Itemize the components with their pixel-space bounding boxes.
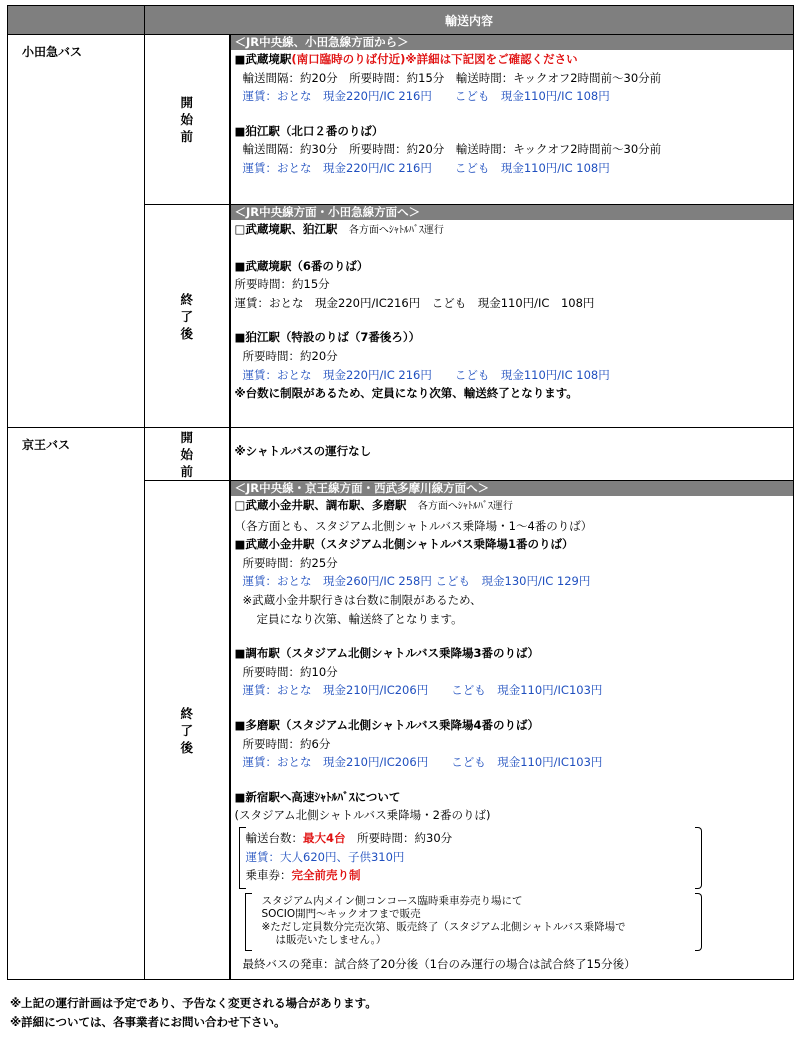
header-title: 輸送内容	[145, 6, 794, 35]
header-blank	[8, 6, 145, 35]
keio-shinjuku-detail-box	[239, 827, 698, 889]
keio-after-content	[230, 481, 794, 980]
company-keio: 京王バス	[8, 428, 145, 980]
odakyu-after-route: □武蔵境駅、狛江駅 各方面へｼｬﾄﾙﾊﾞｽ運行	[234, 222, 444, 236]
odakyu-after-komae-time: 所要時間：約20分	[242, 348, 338, 363]
keio-koganei-note1: ※武蔵小金井駅行きは台数に制限があるため、	[242, 592, 482, 607]
keio-tama-fare: 運賃：おとな 現金210円/IC206円 こども 現金110円/IC103円	[242, 755, 603, 770]
ph4-vertical-label: 終 了 後	[180, 705, 193, 755]
keio-koganei-fare: 運賃：おとな 現金260円/IC 258円 こども 現金130円/IC 129円	[242, 574, 591, 589]
odakyu-musashisakai-title: ■武蔵境駅(南口臨時のりば付近)※詳細は下記図をご確認ください	[234, 52, 578, 66]
keio-before-text: ※シャトルバスの運行なし	[234, 443, 372, 458]
ph2-vertical-label: 終 了 後	[180, 291, 193, 341]
keio-koganei-time: 所要時間：約25分	[242, 555, 338, 570]
keio-after-route: □武蔵小金井駅、調布駅、多磨駅 各方面へｼｬﾄﾙﾊﾞｽ運行	[234, 498, 513, 512]
odakyu-after-content	[230, 205, 794, 428]
phase-odakyu-after	[145, 205, 230, 428]
keio-after-route-note: （各方面とも、スタジアム北側シャトルバス乗降場・1～4番のりば）	[234, 518, 593, 533]
odakyu-musashisakai-interval: 輸送間隔：約20分 所要時間：約15分 輸送時間：キックオフ2時間前～30分前	[242, 70, 662, 85]
keio-shinjuku-fare: 運賃：大人620円、子供310円	[245, 849, 405, 864]
keio-shinjuku-count: 輸送台数：最大4台 所要時間：約30分	[245, 830, 453, 845]
odakyu-after-musashisakai-time: 所要時間：約15分	[234, 277, 330, 292]
keio-tama-time: 所要時間：約6分	[242, 736, 331, 751]
phase-keio-after	[145, 481, 230, 980]
keio-before-row	[8, 428, 794, 481]
odakyu-before-content	[230, 35, 794, 205]
footer-notes	[10, 994, 377, 1032]
odakyu-after-musashisakai-title: ■武蔵境駅（6番のりば）	[234, 258, 369, 273]
keio-sale-line1: スタジアム内メイン側コンコース臨時乗車券売り場にて	[261, 894, 523, 907]
keio-shinjuku-sale-box	[245, 893, 698, 951]
keio-shinjuku-ticket: 乗車券：完全前売り制	[245, 868, 361, 883]
table-header-row	[8, 6, 794, 35]
keio-sale-line4: は販売いたしません。）	[275, 933, 387, 946]
odakyu-after-komae-title: ■狛江駅（特設のりば（7番後ろ））	[234, 330, 421, 345]
keio-sale-line3: ※ただし定員数分完売次第、販売終了（スタジアム北側シャトルバス乗降場で	[261, 920, 626, 933]
company-odakyu: 小田急バス	[8, 35, 145, 428]
ph1-vertical-label: 開 始 前	[180, 95, 193, 144]
footer-note-1: ※上記の運行計画は予定であり、予告なく変更される場合があります。	[10, 996, 377, 1010]
odakyu-komae-title: ■狛江駅（北口２番のりば）	[234, 123, 384, 138]
keio-last-bus: 最終バスの発車：試合終了20分後（1台のみ運行の場合は試合終了15分後）	[242, 956, 636, 971]
odakyu-before-subheader: ＜JR中央線、小田急線方面から＞	[231, 35, 794, 50]
odakyu-komae-fare: 運賃：おとな 現金220円/IC 216円 こども 現金110円/IC 108円	[242, 160, 610, 175]
odakyu-after-musashisakai-fare: 運賃：おとな 現金220円/IC216円 こども 現金110円/IC 108円	[234, 295, 595, 310]
keio-shinjuku-place: (スタジアム北側シャトルバス乗降場・2番のりば)	[234, 808, 491, 823]
phase-keio-before	[145, 428, 230, 481]
keio-shinjuku-title: ■新宿駅へ高速ｼｬﾄﾙﾊﾞｽについて	[234, 789, 401, 804]
odakyu-before-row	[8, 35, 794, 205]
keio-chofu-time: 所要時間：約10分	[242, 664, 338, 679]
keio-tama-title: ■多磨駅（スタジアム北側シャトルバス乗降場4番のりば）	[234, 717, 540, 732]
transport-table	[7, 5, 794, 980]
keio-sale-line2: SOCIO開門～キックオフまで販売	[261, 907, 421, 920]
odakyu-musashisakai-fare: 運賃：おとな 現金220円/IC 216円 こども 現金110円/IC 108円	[242, 89, 610, 104]
odakyu-after-komae-fare: 運賃：おとな 現金220円/IC 216円 こども 現金110円/IC 108円	[242, 367, 610, 382]
odakyu-after-limit-note: ※台数に制限があるため、定員になり次第、輸送終了となります。	[234, 386, 578, 401]
odakyu-komae-interval: 輸送間隔：約30分 所要時間：約20分 輸送時間：キックオフ2時間前～30分前	[242, 142, 662, 157]
keio-koganei-title: ■武蔵小金井駅（スタジアム北側シャトルバス乗降場1番のりば）	[234, 537, 574, 552]
footer-note-2: ※詳細については、各事業者にお問い合わせ下さい。	[10, 1015, 286, 1029]
keio-before-content	[230, 428, 794, 481]
ph3-vertical-label: 開 始 前	[180, 429, 193, 479]
keio-koganei-note2: 定員になり次第、輸送終了となります。	[256, 611, 463, 626]
odakyu-after-subheader: ＜JR中央線方面・小田急線方面へ＞	[231, 205, 794, 220]
keio-after-subheader: ＜JR中央線・京王線方面・西武多摩川線方面へ＞	[231, 481, 794, 496]
phase-odakyu-before	[145, 35, 230, 205]
keio-chofu-fare: 運賃：おとな 現金210円/IC206円 こども 現金110円/IC103円	[242, 683, 603, 698]
keio-chofu-title: ■調布駅（スタジアム北側シャトルバス乗降場3番のりば）	[234, 646, 540, 661]
